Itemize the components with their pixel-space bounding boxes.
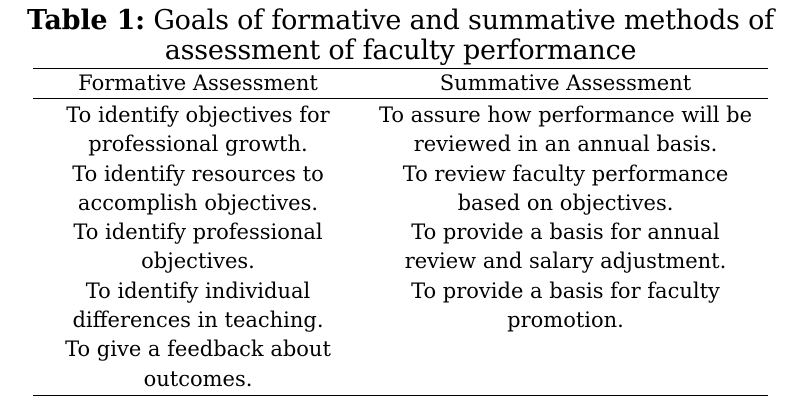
goals-table: [33, 68, 768, 396]
table-row: [33, 99, 768, 396]
summative-item-1-line-1: To assure how performance will be: [378, 103, 753, 127]
formative-item-2: [33, 160, 363, 219]
formative-item-4-line-2: differences in teaching.: [72, 308, 324, 333]
summative-item-3-line-1: To provide a basis for annual: [411, 220, 720, 245]
caption-line-1: [0, 6, 801, 36]
column-header-formative: Formative Assessment: [78, 71, 318, 95]
table-caption: [0, 0, 801, 66]
formative-item-5-line-2: outcomes.: [143, 366, 253, 391]
summative-item-4-line-1: To provide a basis for faculty: [411, 278, 720, 303]
formative-item-2-line-2: accomplish objectives.: [77, 190, 319, 215]
formative-item-1-line-1: To identify objectives for: [66, 103, 330, 127]
summative-item-3-line-2: review and salary adjustment.: [404, 249, 727, 274]
summative-cell: [363, 99, 768, 396]
summative-item-4-line-2: promotion.: [507, 308, 624, 333]
formative-item-1-line-2: professional growth.: [88, 132, 308, 157]
summative-item-1: [363, 101, 768, 160]
caption-title-part-2: assessment of faculty performance: [164, 35, 637, 66]
column-header-summative: Summative Assessment: [439, 71, 692, 95]
summative-item-2-line-2: based on objectives.: [457, 190, 674, 215]
header-row: [33, 69, 768, 99]
formative-item-3-line-1: To identify professional: [73, 220, 323, 245]
formative-item-4: [33, 277, 363, 336]
summative-item-2: [363, 160, 768, 219]
summative-item-4: [363, 277, 768, 336]
formative-item-1: [33, 101, 363, 160]
formative-item-3-line-2: objectives.: [141, 249, 255, 274]
formative-item-5: [33, 335, 363, 394]
formative-item-4-line-1: To identify individual: [85, 278, 311, 303]
formative-cell: [33, 99, 363, 396]
summative-item-2-line-1: To review faculty performance: [402, 161, 729, 186]
summative-item-1-line-2: reviewed in an annual basis.: [413, 132, 718, 157]
summative-item-3: [363, 218, 768, 277]
formative-item-3: [33, 218, 363, 277]
formative-item-5-line-1: To give a feedback about: [65, 337, 331, 362]
caption-label: Table 1:: [27, 5, 145, 36]
formative-item-2-line-1: To identify resources to: [72, 161, 324, 186]
caption-title-part-1: Goals of formative and summative methods of: [153, 5, 774, 36]
